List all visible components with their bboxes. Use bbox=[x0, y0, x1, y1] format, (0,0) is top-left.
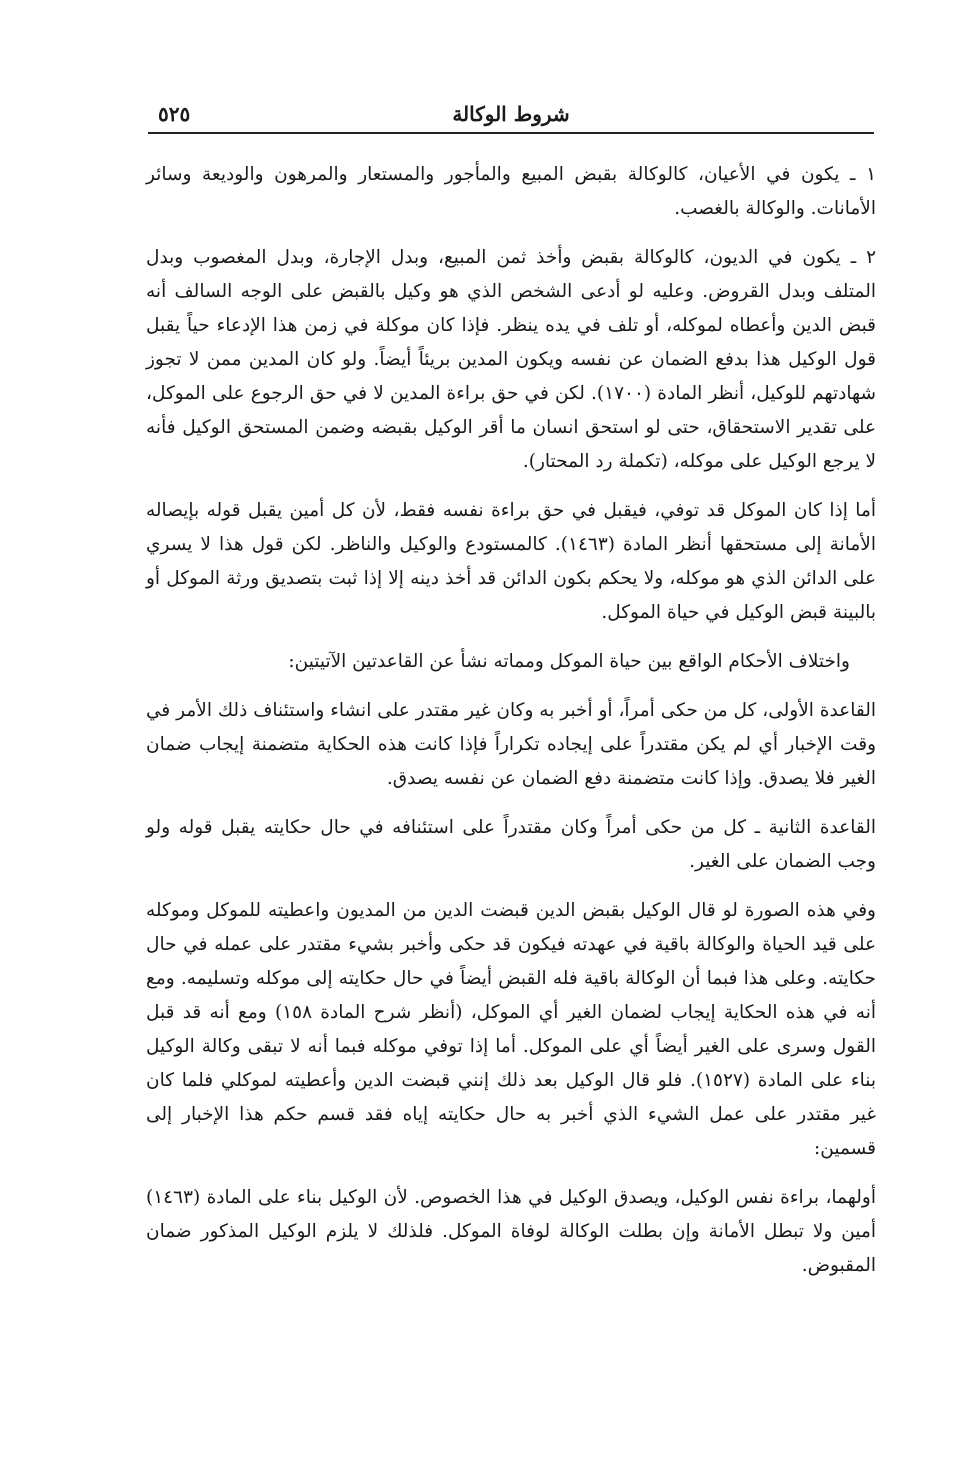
paragraph-rule-two: القاعدة الثانية ـ كل من حكى أمراً وكان مقتدراً على استئنافه في حال حكايته يقبل قوله ولو وجب الضمان على الغير. bbox=[146, 817, 876, 872]
running-header bbox=[148, 100, 874, 134]
chapter-title: شروط الوكالة bbox=[452, 102, 570, 126]
paragraph-two-rules-intro: واختلاف الأحكام الواقع بين حياة الموكل ومماته نشأ عن القاعدتين الآتيتين: bbox=[288, 651, 850, 672]
paragraph-rule-one: القاعدة الأولى، كل من حكى أمراً، أو أخبر به وكان غير مقتدر على انشاء واستئناف ذلك الأمر في وقت الإخبار أي لم يكن مقتدراً على إيجاده تكراراً فإذا كانت هذه الحكاية متضمنة إيجاب ضمان الغير فلا يصدق. وإذا كانت متضمنة دفع الضمان عن نفسه يصدق. bbox=[146, 700, 876, 789]
paragraph-item-1: ١ ـ يكون في الأعيان، كالوكالة بقبض المبيع والمأجور والمستعار والمرهون والوديعة وسائر الأمانات. والوكالة بالغصب. bbox=[146, 164, 876, 219]
paragraph-item-2: ٢ ـ يكون في الديون، كالوكالة بقبض وأخذ ثمن المبيع، وبدل الإجارة، وبدل المغصوب وبدل المتلف وبدل القروض. وعليه لو أدعى الشخص الذي هو وكيل بالقبض على الوجه السالف أنه قبض الدين وأعطاه لموكله، أو تلف في يده ينظر. فإذا كان موكلة في زمن هذا الإدعاء حياً يقبل قول الوكيل هذا بدفع الضمان عن نفسه ويكون المدين بريئاً أيضاً. ولو كان المدين ممن لا تجوز شهادتهم للوكيل، أنظر المادة (١٧٠٠). لكن في حق براءة المدين لا في حق الرجوع على الموكل، على تقدير الاستحقاق، حتى لو استحق انسان ما أقر الوكيل بقبضه وضمن المستحق الوكيل فأنه لا يرجع الوكيل على موكله، (تكملة رد المحتار). bbox=[146, 247, 876, 472]
body-text bbox=[146, 158, 876, 1298]
paragraph-first-part: أولهما، براءة نفس الوكيل، ويصدق الوكيل في هذا الخصوص. لأن الوكيل بناء على المادة (١٤٦٣) أمين ولا تبطل الأمانة وإن بطلت الوكالة لوفاة الموكل. فلذلك لا يلزم الوكيل المذكور ضمان المقبوض. bbox=[146, 1187, 876, 1276]
paragraph-application: وفي هذه الصورة لو قال الوكيل بقبض الدين قبضت الدين من المديون واعطيته للموكل وموكله على قيد الحياة والوكالة باقية في عهدته فيكون قد حكى وأخبر بشيء مقتدر على عمله في حال حكايته. وعلى هذا فبما أن الوكالة باقية فله القبض أيضاً في حال حكايته إلى موكله وتسليمه. ومع أنه في هذه الحكاية إيجاب لضمان الغير أي الموكل، (أنظر شرح المادة ١٥٨) ومع أنه قد قبل القول وسرى على الغير أيضاً أي على الموكل. أما إذا توفي موكله فبما أنه لا تبقى وكالة الوكيل بناء على المادة (١٥٢٧). فلو قال الوكيل بعد ذلك إنني قبضت الدين وأعطيته لموكلي فلما كان غير مقتدر على عمل الشيء الذي أخبر به حال حكايته إياه فقد قسم حكم هذا الإخبار إلى قسمين: bbox=[146, 900, 876, 1159]
page-number: ٥٢٥ bbox=[158, 102, 191, 126]
paragraph-deceased-principal: أما إذا كان الموكل قد توفي، فيقبل في حق براءة نفسه فقط، لأن كل أمين يقبل قوله بإيصاله الأمانة إلى مستحقها أنظر المادة (١٤٦٣). كالمستودع والوكيل والناظر. لكن قول هذا لا يسري على الدائن الذي هو موكله، ولا يحكم بكون الدائن قد أخذ دينه إلا إذا ثبت بتصديق ورثة الموكل أو بالبينة قبض الوكيل في حياة الموكل. bbox=[146, 500, 876, 623]
